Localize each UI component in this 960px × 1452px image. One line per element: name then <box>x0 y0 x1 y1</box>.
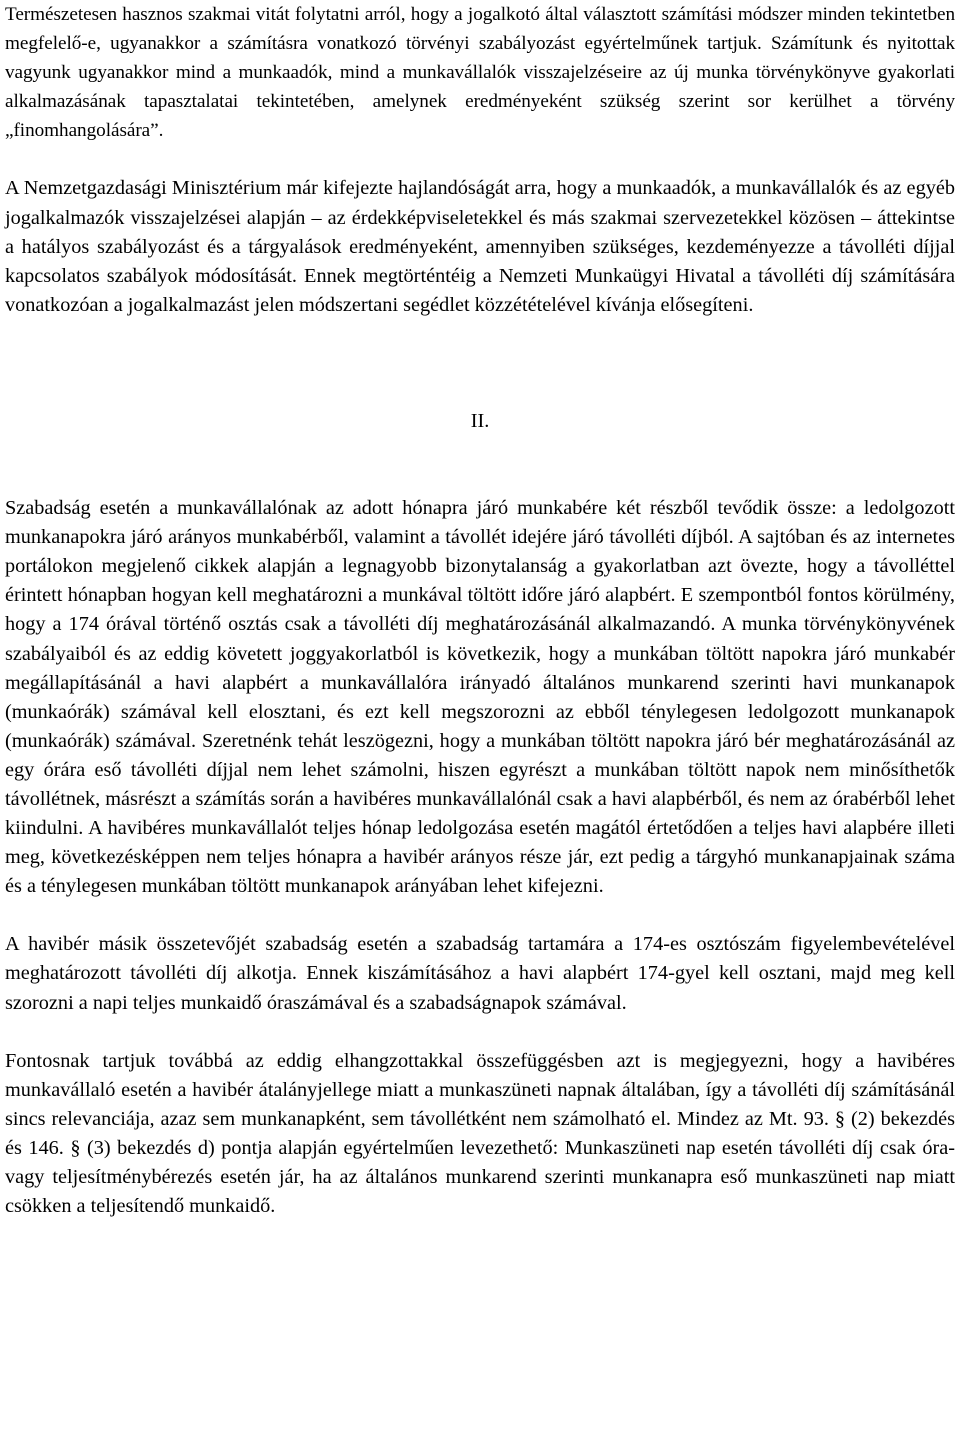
paragraph-gap <box>5 901 955 930</box>
paragraph-public-holiday: Fontosnak tartjuk továbbá az eddig elhangzottakkal összefüggésben azt is megjegyezni, hogy a havibéres munkavállaló esetén a havibér átalányjellege miatt a munkaszüneti napnak általában, így a távolléti díj számításánál sincs relevanciája, azaz sem munkanapként, sem távollétként nem számolható el. Mindez az Mt. 93. § (2) bekezdés és 146. § (3) bekezdés d) pontja alapján egyértelműen levezethető: Munkaszüneti nap esetén távolléti díj csak óra- vagy teljesítménybérezés esetén jár, ha az általános munkarend szerinti munkanapra eső munkaszüneti nap miatt csökken a teljesítendő munkaidő. <box>5 1049 955 1218</box>
paragraph-vacation-pay: Szabadság esetén a munkavállalónak az adott hónapra járó munkabére két részből tevődik össze: a ledolgozott munkanapokra járó arányos munkabérből, valamint a távollét idejére járó távolléti díjból. A sajtóban és az internetes portálokon megjelenő cikkek alapján a legnagyobb bizonytalanság a gyakorlatban azt övezte, hogy a távolléttel érintett hónapban hogyan kell meghatározni a munkával töltött időre járó alapbért. E szempontból fontos körülmény, hogy a 174 órával történő osztás csak a távolléti díj meghatározásánál alkalmazandó. A munka törvénykönyvének szabályaiból és az eddig követett joggyakorlatból is következik, hogy a munkában töltött napokra járó munkabér megállapításánál a havi alapbért a munkavállalóra irányadó általános munkarend szerinti havi munkanapok (munkaórák) számával kell elosztani, és ezt kell megszorozni az ebből ténylegesen ledolgozott munkanapok (munkaórák) számával. Szeretnénk tehát leszögezni, hogy a munkában töltött napokra járó bér meghatározásánál az egy órára eső távolléti díjjal nem lehet számolni, hiszen egyrészt a munkában töltött napok nem minősíthetők távollétnek, másrészt a számítás során a havibéres munkavállalónál csak a havi alapbérből, és nem az órabérből lehet kiindulni. A havibéres munkavállalót teljes hónap ledolgozása esetén magától értetődően a teljes havi alapbére illeti meg, következésképpen nem teljes hónapra a havibér arányos része jár, ezt pedig a tárgyhó munkanapjainak száma és a ténylegesen munkában töltött munkanapok arányában lehet kifejezni. <box>5 497 955 898</box>
section-heading: II. <box>470 409 490 432</box>
section-gap <box>5 436 955 494</box>
paragraph-gap <box>5 145 955 174</box>
paragraph-intro: Természetesen hasznos szakmai vitát folytatni arról, hogy a jogalkotó által választott számítási módszer minden tekintetben megfelelő-e, ugyanakkor a számításra vonatkozó törvényi szabályozást egyértelműnek tartjuk. Számítunk és nyitottak vagyunk ugyanakkor mind a munkaadók, mind a munkavállalók visszajelzéseire az új munka törvénykönyve gyakorlati alkalmazásának tapasztalatai tekintetében, amelynek eredményeként szükség szerint sor kerülhet a törvény „finomhangolására”. <box>5 4 955 142</box>
paragraph-ministry: A Nemzetgazdasági Minisztérium már kifejezte hajlandóságát arra, hogy a munkaadók, a munkavállalók és az egyéb jogalkalmazók visszajelzései alapján ‒ az érdekképviseletekkel és más szakmai szervezetekkel közösen ‒ áttekintse a hatályos szabályozást és a tárgyalások eredményeként, amennyiben szükséges, kezdeményezze a távolléti díjjal kapcsolatos szabályok módosítását. Ennek megtörténtéig a Nemzeti Munkaügyi Hivatal a távolléti díj számítására vonatkozóan a jogalkalmazást jelen módszertani segédlet közzétételével kívánja elősegíteni. <box>5 177 955 316</box>
paragraph-gap <box>5 1018 955 1047</box>
section-gap <box>5 320 955 407</box>
paragraph-absence-fee: A havibér másik összetevőjét szabadság esetén a szabadság tartamára a 174-es osztószám figyelembevételével meghatározott távolléti díj alkotja. Ennek kiszámításához a havi alapbért 174-gyel kell osztani, majd meg kell szorozni a napi teljes munkaidő óraszámával és a szabadságnapok számával. <box>5 933 955 1014</box>
